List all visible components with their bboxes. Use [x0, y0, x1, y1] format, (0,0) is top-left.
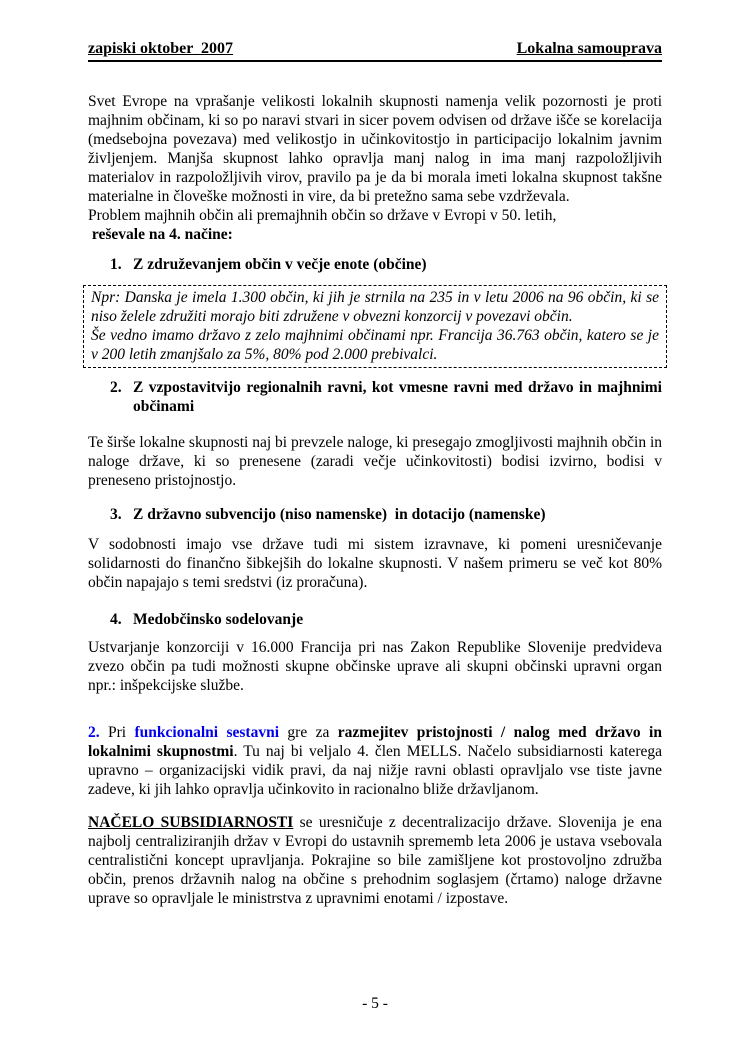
problem-line: Problem majhnih občin ali premajhnih občin so države v Evropi v 50. letih,	[88, 207, 557, 224]
header-left-title: zapiski oktober 2007	[88, 40, 234, 57]
list-number: 1.	[110, 256, 122, 273]
functional-highlight: funkcionalni sestavni	[134, 724, 280, 741]
list-item-label: Z združevanjem občin v večje enote (občine)	[133, 256, 427, 273]
example-box	[83, 285, 667, 368]
paragraph-subsidiarity	[88, 813, 662, 908]
list-item-4	[110, 610, 662, 629]
functional-rest-text: . Tu naj bi veljalo 4. člen MELLS. Načelo subsidiarnosti katerega upravno – organizacijski vidik pravi, da naj nižje ravni oblasti opravljalo vse tiste javne zadeve, ki jih lahko opravlja učinkovito in racionalno bliže državljanom.	[88, 743, 662, 798]
page-header	[88, 40, 662, 62]
list-item-label: Z državno subvencijo (niso namenske) in dotacijo (namenske)	[133, 506, 546, 523]
intro-text: Svet Evrope na vprašanje velikosti lokalnih skupnosti namenja velik pozornosti je proti majhnim občinam, ki so po naravi stvari in sicer povem odvisen od države išče se korelacija (medsebojna povezava) med velikostjo in učinkovitostjo in participacijo lokalnim javnim življenjem. Manjša skupnost lahko opravlja manj nalog in ima manj razpoložljivih materialov in razpoložljivih virov, pravilo pa je da bi morala imeti lokalna skupnost takšne materialne in človeške možnosti in vire, da bi pretežno sama sebe vzdrževala.	[88, 93, 662, 205]
header-right-title: Lokalna samouprava	[516, 40, 662, 57]
functional-mid-text: gre za	[279, 724, 338, 741]
subsidiarity-title: NAČELO SUBSIDIARNOSTI	[88, 814, 294, 831]
page-number: - 5 -	[362, 995, 388, 1012]
subsidiarity-rest-text: se uresničuje z decentralizacijo države. Slovenija je ena najbolj centraliziranjih držav v Evropi do ustavnih sprememb leta 2006 je ustava vsebovala centralistični koncept upravljanja. Pokrajine so bile zamišljene kot prostovoljno združba občin, prenos državnih nalog na občine s prehodnim soglasjem (črtamo) naloge državne uprave so opravljale le ministrstva z upravnimi enotami / izpostave.	[88, 814, 662, 907]
paragraph-regional-levels: Te širše lokalne skupnosti naj bi prevzele naloge, ki presegajo zmogljivosti majhnih občin in naloge države, ki so prenesene (zaradi večje učinkovitosti) bodisi izvirno, bodisi v preneseno pristojnostjo.	[88, 434, 663, 489]
functional-pre-text: Pri	[99, 724, 135, 741]
functional-number: 2.	[88, 724, 100, 741]
paragraph-cooperation: Ustvarjanje konzorciji v 16.000 Francija pri nas Zakon Republike Slovenije predvideva zvezo občin pa tudi možnosti skupne občinske uprave ali skupni občinski upravni organ npr.: inšpekcijske službe.	[88, 639, 662, 694]
paragraph-subsidies: V sodobnosti imajo vse države tudi mi sistem izravnave, ki pomeni uresničevanje solidarnosti do finančno šibkejših do lokalne skupnosti. V našem primeru se več kot 80% občin napajajo s temi sredstvi (iz proračuna).	[88, 536, 662, 591]
list-item-2	[110, 378, 666, 416]
paragraph-functional	[88, 723, 662, 799]
list-number: 2.	[110, 379, 122, 396]
intro-paragraph	[88, 92, 662, 244]
list-item-1	[110, 255, 662, 274]
resevale-line: reševale na 4. načine:	[88, 226, 233, 243]
list-number: 3.	[110, 506, 122, 523]
list-item-3	[110, 505, 662, 524]
functional-bold-text: razmejitev pristojnosti / nalog med državo in lokalnimi skupnostmi	[88, 724, 662, 760]
list-item-label: Medobčinsko sodelovanje	[133, 611, 304, 628]
example-box-line-1: Npr: Danska je imela 1.300 občin, ki jih je strnila na 235 in v letu 2006 na 96 občin, ki se niso želele združiti morajo biti združene v obvezni konzorcij v povezavi občin.	[91, 289, 659, 325]
list-number: 4.	[110, 611, 122, 628]
list-item-label: Z vzpostavitvijo regionalnih ravni, kot vmesne ravni med državo in majhnimi občinami	[133, 379, 666, 415]
example-box-line-2: Še vedno imamo državo z zelo majhnimi občinami npr. Francija 36.763 občin, katero se je v 200 letih zmanjšalo za 5%, 80% pod 2.000 prebivalci.	[91, 327, 659, 363]
